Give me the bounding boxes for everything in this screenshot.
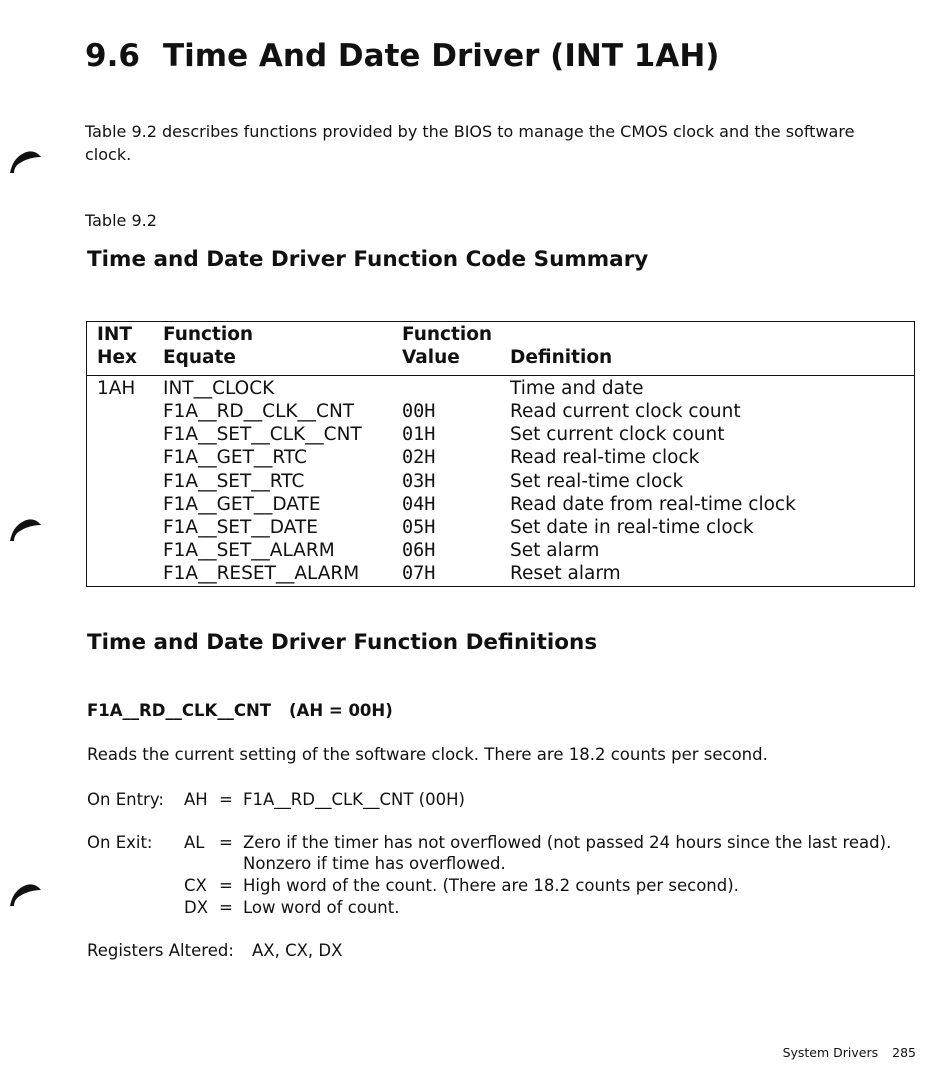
intro-paragraph: Table 9.2 describes functions provided by the BIOS to manage the CMOS clock and the software clock. [85, 122, 855, 164]
section-title: Time And Date Driver (INT 1AH) [163, 38, 720, 74]
table-row [87, 471, 915, 494]
header-function-equate: Function Equate [163, 322, 402, 376]
cell-value: 03H [402, 470, 436, 492]
cell-equate: F1A__SET__CLK__CNT [163, 424, 362, 446]
cell-definition: Set current clock count [510, 424, 725, 446]
cell-equate: F1A__SET__DATE [163, 516, 318, 538]
section-number: 9.6 [85, 38, 140, 74]
on-exit-value: Low word of count. [243, 898, 400, 917]
page-number: 285 [892, 1045, 916, 1060]
cell-equate: F1A__SET__ALARM [163, 539, 335, 561]
cell-hex [87, 471, 164, 494]
table-row [87, 401, 915, 424]
cell-equate: F1A__GET__DATE [163, 493, 321, 515]
on-entry-eq: = [219, 790, 233, 809]
cell-equate: F1A__SET__RTC [163, 470, 305, 492]
table-title: Time and Date Driver Function Code Summary [87, 247, 649, 272]
on-exit-value: High word of the count. (There are 18.2 counts per second). [243, 876, 739, 895]
cell-hex [87, 517, 164, 540]
cell-hex [87, 447, 164, 470]
cell-definition: Reset alarm [510, 562, 621, 584]
section-heading [85, 38, 719, 74]
table-row [87, 494, 915, 517]
on-exit-eq: = [219, 876, 233, 895]
cell-definition: Read real-time clock [510, 447, 700, 469]
margin-mark-icon [8, 145, 42, 175]
on-exit-value: Nonzero if time has overflowed. [243, 854, 506, 873]
on-exit-eq: = [219, 898, 233, 917]
margin-mark-icon [8, 513, 42, 543]
table-header-row [87, 322, 915, 376]
function-description: Reads the current setting of the software clock. There are 18.2 counts per second. [87, 745, 768, 764]
table-row [87, 563, 915, 587]
on-entry-value: F1A__RD__CLK__CNT (00H) [243, 790, 465, 809]
cell-definition: Time and date [510, 378, 644, 399]
header-definition: Definition [510, 322, 915, 376]
on-exit-register: AL [184, 833, 205, 852]
page-footer [783, 1045, 916, 1060]
cell-hex: 1AH [97, 378, 136, 399]
cell-definition: Read current clock count [510, 401, 741, 423]
function-name: F1A__RD__CLK__CNT [87, 701, 272, 720]
cell-value [402, 376, 510, 402]
function-heading [87, 701, 393, 720]
table-row [87, 424, 915, 447]
cell-value: 06H [402, 539, 436, 561]
header-function-value: Function Value [402, 322, 510, 376]
table-row [87, 540, 915, 563]
cell-value: 04H [402, 493, 436, 515]
cell-value: 01H [402, 424, 436, 446]
cell-equate: INT__CLOCK [163, 378, 275, 399]
cell-hex [87, 424, 164, 447]
cell-value: 05H [402, 516, 436, 538]
registers-altered-label: Registers Altered: [87, 941, 234, 960]
cell-definition: Read date from real-time clock [510, 493, 796, 515]
on-exit-register: DX [184, 898, 209, 917]
table-row [87, 376, 915, 402]
table-row [87, 517, 915, 540]
on-exit-eq: = [219, 833, 233, 852]
cell-value: 00H [402, 401, 436, 423]
registers-altered-value: AX, CX, DX [252, 941, 343, 960]
cell-definition: Set alarm [510, 539, 600, 561]
table-caption: Table 9.2 [85, 211, 157, 230]
cell-hex [87, 563, 164, 587]
header-int-hex: INT Hex [87, 322, 164, 376]
definitions-title: Time and Date Driver Function Definitions [87, 630, 598, 655]
cell-equate: F1A__RD__CLK__CNT [163, 401, 355, 423]
on-entry-register: AH [184, 790, 208, 809]
cell-hex [87, 494, 164, 517]
on-exit-label: On Exit: [87, 833, 153, 852]
cell-value: 07H [402, 562, 436, 584]
on-entry-label: On Entry: [87, 790, 164, 809]
cell-definition: Set real-time clock [510, 470, 684, 492]
cell-definition: Set date in real-time clock [510, 516, 754, 538]
on-exit-register: CX [184, 876, 207, 895]
function-code-table [86, 321, 915, 587]
table-row [87, 447, 915, 470]
cell-equate: F1A__GET__RTC [163, 447, 308, 469]
function-register: (AH = 00H) [289, 701, 393, 720]
cell-hex [87, 401, 164, 424]
cell-value: 02H [402, 447, 436, 469]
footer-text: System Drivers [782, 1045, 879, 1060]
margin-mark-icon [8, 878, 42, 908]
cell-hex [87, 540, 164, 563]
cell-equate: F1A__RESET__ALARM [163, 562, 360, 584]
on-exit-value: Zero if the timer has not overflowed (not passed 24 hours since the last read). [243, 833, 892, 852]
